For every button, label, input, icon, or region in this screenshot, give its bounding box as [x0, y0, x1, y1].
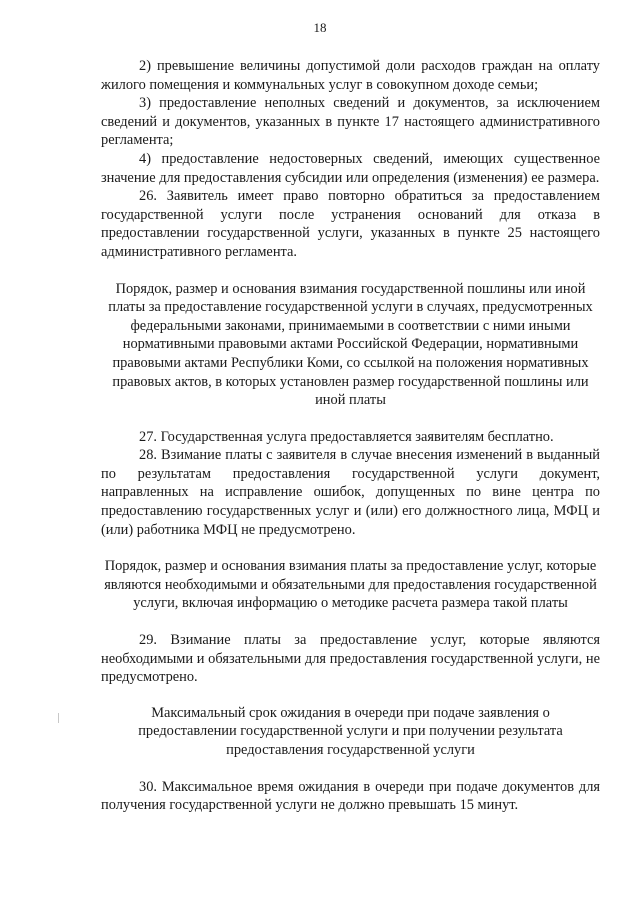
page-body	[101, 57, 600, 815]
page-number: 18	[313, 20, 327, 35]
paragraph-30: 30. Максимальное время ожидания в очереди при подаче документов для получения государственной услуги не должно превышать 15 минут.	[101, 778, 600, 814]
paragraph-27: 27. Государственная услуга предоставляется заявителям бесплатно.	[139, 428, 554, 445]
section-heading-fee-for-services: Порядок, размер и основания взимания платы за предоставление услуг, которые являются необходимыми и обязательными для предоставления государственной услуги, включая информацию о методике расчета размера такой платы	[104, 558, 597, 612]
section-heading-queue-time: Максимальный срок ожидания в очереди при подаче заявления о предоставлении государственной услуги и при получении результата предоставления государственной услуги	[138, 704, 563, 758]
paragraph-29: 29. Взимание платы за предоставление услуг, которые являются необходимыми и обязательными для предоставления государственной услуги, не предусмотрено.	[101, 632, 600, 686]
paragraph-item-2: 2) превышение величины допустимой доли расходов граждан на оплату жилого помещения и коммунальных услуг в совокупном доходе семьи;	[101, 58, 600, 93]
section-heading-state-duty: Порядок, размер и основания взимания государственной пошлины или иной платы за предоставление государственной услуги в случаях, предусмотренных федеральными законами, принимаемыми в соответствии с ними иными нормативными правовыми актами Российской Федерации, нормативными правовыми актами Республики Коми, со ссылкой на положения нормативных правовых актов, в которых установлен размер государственной пошлины или иной платы	[108, 280, 593, 409]
spacer	[101, 410, 600, 428]
paragraph-item-4: 4) предоставление недостоверных сведений, имеющих существенное значение для предоставления субсидии или определения (изменения) ее размера.	[101, 150, 600, 186]
scan-artifact-mark	[58, 713, 59, 723]
paragraph-item-3: 3) предоставление неполных сведений и документов, за исключением сведений и документов, указанных в пункте 17 настоящего административного регламента;	[101, 95, 600, 149]
spacer	[101, 539, 600, 557]
paragraph-26: 26. Заявитель имеет право повторно обратиться за предоставлением государственной услуги после устранения оснований для отказа в предоставлении государственной услуги, указанных в пункте 25 настоящего административного регламента.	[101, 188, 600, 260]
spacer	[101, 613, 600, 631]
paragraph-28: 28. Взимание платы с заявителя в случае внесения изменений в выданный по результатам предоставления государственной услуги документ, направленных на исправление ошибок, допущенных по вине центра по предоставлению государственных услуг и (или) его должностного лица, МФЦ и (или) работника МФЦ не предусмотрено.	[101, 447, 600, 538]
spacer	[101, 687, 600, 704]
spacer	[101, 262, 600, 280]
spacer	[101, 760, 600, 778]
